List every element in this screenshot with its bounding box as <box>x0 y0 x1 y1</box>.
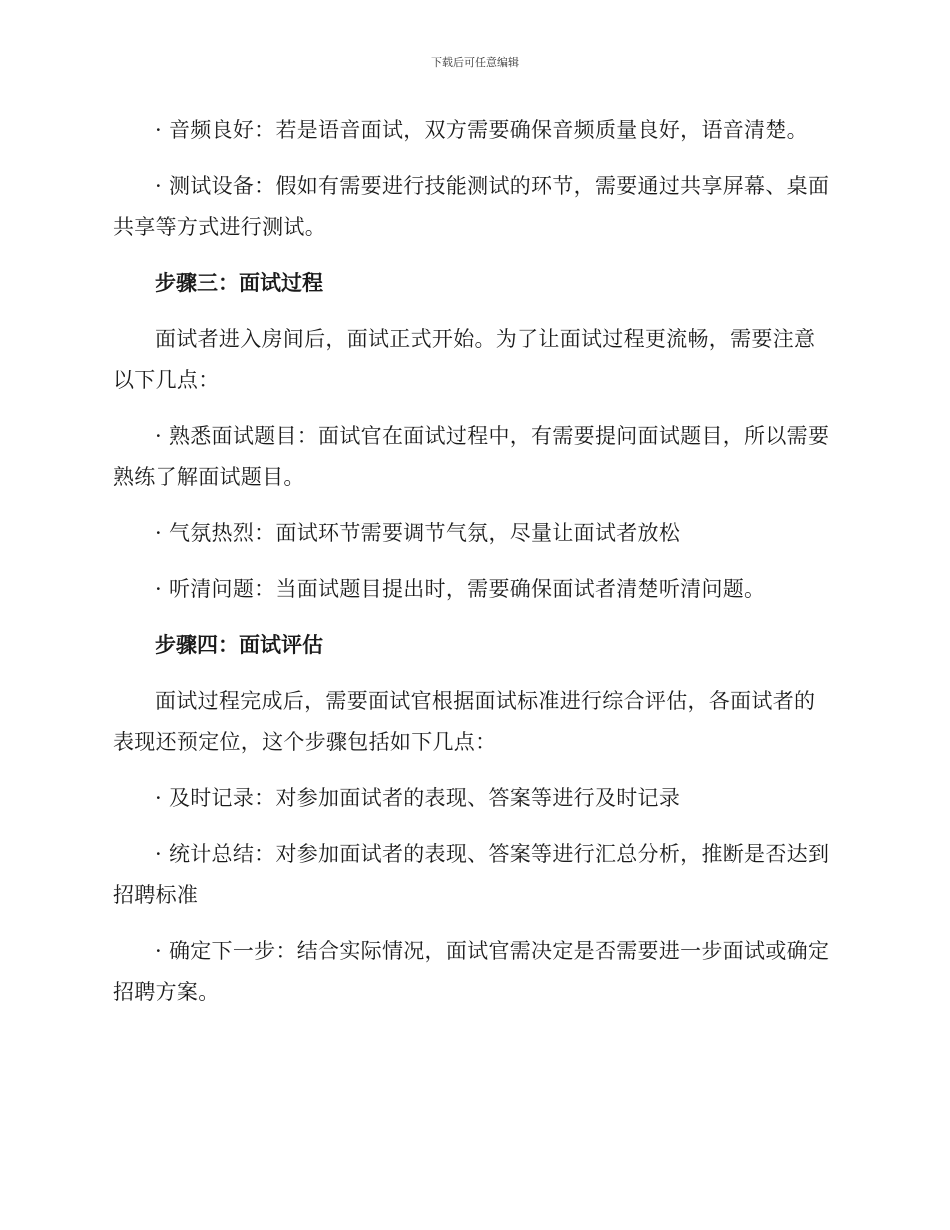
page-header-note: 下载后可任意编辑 <box>431 56 519 69</box>
bullet-timely-record: · 及时记录：对参加面试者的表现、答案等进行及时记录 <box>155 786 681 810</box>
bullet-audio-quality: · 音频良好：若是语音面试，双方需要确保音频质量良好，语音清楚。 <box>155 118 808 142</box>
paragraph-interview-process-intro: 面试者进入房间后，面试正式开始。为了让面试过程更流畅，需要注意以下几点： <box>113 327 816 392</box>
bullet-next-step: · 确定下一步：结合实际情况，面试官需决定是否需要进一步面试或确定招聘方案。 <box>113 939 830 1004</box>
bullet-atmosphere: · 气氛热烈：面试环节需要调节气氛，尽量让面试者放松 <box>155 521 681 545</box>
bullet-statistics-summary: · 统计总结：对参加面试者的表现、答案等进行汇总分析，推断是否达到招聘标准 <box>113 842 830 907</box>
paragraph-evaluation-intro: 面试过程完成后，需要面试官根据面试标准进行综合评估，各面试者的表现还预定位，这个步骤包括如下几点： <box>113 689 816 754</box>
bullet-hear-questions: · 听清问题：当面试题目提出时，需要确保面试者清楚听清问题。 <box>155 577 766 601</box>
bullet-familiar-questions: · 熟悉面试题目：面试官在面试过程中，有需要提问面试题目，所以需要熟练了解面试题目。 <box>113 424 830 489</box>
bullet-test-equipment: · 测试设备：假如有需要进行技能测试的环节，需要通过共享屏幕、桌面共享等方式进行测试。 <box>113 174 830 239</box>
document-body <box>113 110 835 1028</box>
heading-step-three: 步骤三：面试过程 <box>155 271 323 295</box>
heading-step-four: 步骤四：面试评估 <box>155 633 323 657</box>
